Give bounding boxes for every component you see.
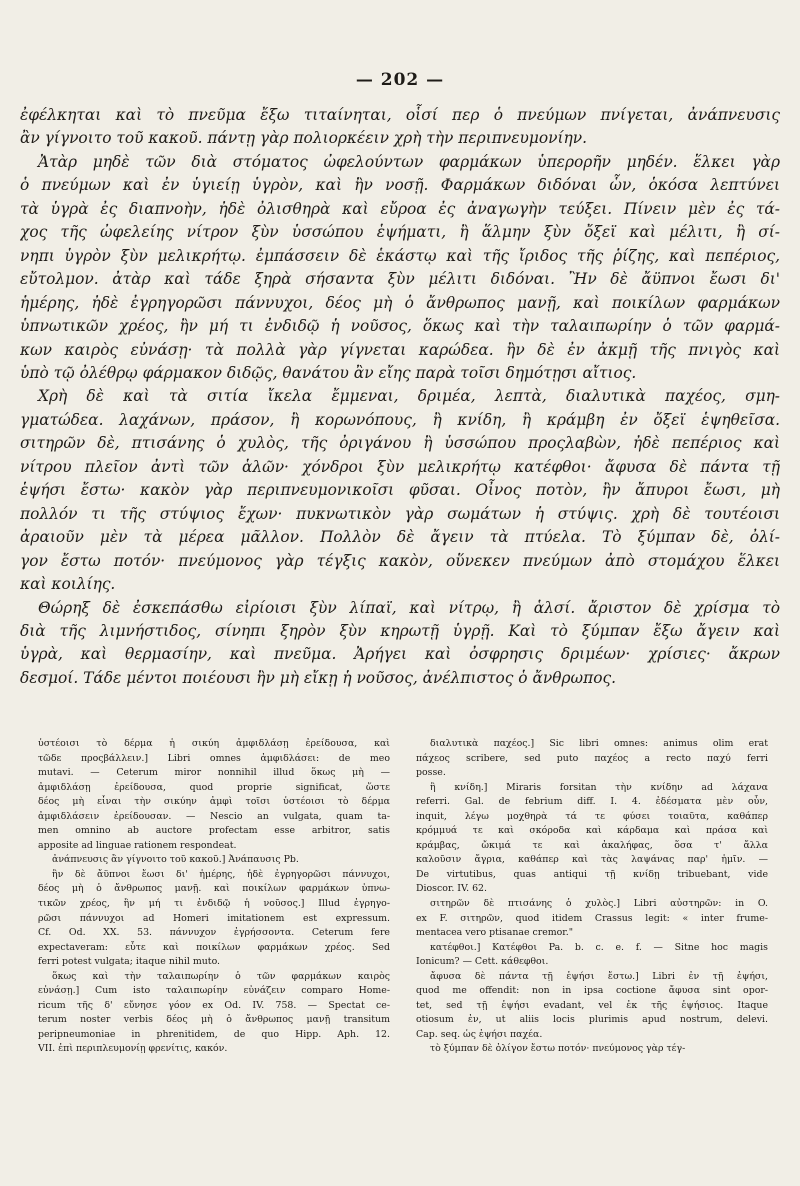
text-line: διαλυτικὰ παχέος.] Sic libri omnes: animus olim erat bbox=[430, 738, 768, 749]
text-line: ὑγρὰ, καὶ θερμασίην, καὶ πνεῦμα. Ἀρήγει καὶ ὀσφρησις δριμέων· χρίσιες· ἄκρων bbox=[20, 645, 780, 664]
text-line: διὰ τῆς λιμνήστιδος, σίνηπι ξηρὸν ξὺν κηρωτῇ ὑγρῇ. Καὶ τὸ ξύμπαν ἔξω ἄγειν καὶ bbox=[20, 621, 780, 640]
footnotes-left-column bbox=[38, 737, 390, 1057]
text-line: VII. ἐπὶ περιπλευμονίῃ φρενίτις, κακόν. bbox=[38, 1043, 228, 1055]
text-line: γματώδεα. λαχάνων, πράσον, ἢ κορωνόπους, ἢ κνίδη, ἢ κράμβη ἐν ὄξεϊ ἑψηθεῖσα. bbox=[20, 410, 780, 429]
text-line: ὑστέοισι τὸ δέρμα ἡ σικύη ἀμφιδλάσῃ ἐρείδουσα, καὶ bbox=[38, 738, 390, 749]
text-line: πολλόν τι τῆς στύψιος ἔχων· πυκνωτικὸν γὰρ σωμάτων ἡ στύψις. χρὴ δὲ τουτέοισι bbox=[20, 504, 780, 523]
text-line: ἀνάπνευσις ἂν γίγνοιτο τοῦ κακοῦ.] Ἀνάπαυσις Pb. bbox=[52, 854, 299, 866]
text-line: ricum τῆς δ' εὔνησε γόον ex Od. IV. 758. — Spectat ce- bbox=[38, 999, 390, 1011]
text-line: καλοῦσιν ἄγρια, καθάπερ καὶ τὰς λαψάνας παρ' ἡμῖν. — bbox=[416, 854, 768, 866]
text-line: ἢν δὲ ἄϋπνοι ἔωσι δι' ἡμέρης, ἠδὲ ἐγρηγορῶσι πάννυχοι, bbox=[52, 868, 390, 880]
text-line: ὑπὸ τῷ ὀλέθρῳ φάρμακον διδῷς, θανάτου ἂν εἴης παρὰ τοῖσι δημότῃσι αἴτιος. bbox=[20, 363, 637, 382]
text-line: τῶδε προςβάλλειν.] Libri omnes ἀμφιδλάσει: de meo bbox=[38, 752, 390, 764]
text-line: ex F. σιτηρῶν, quod itidem Crassus legit: « inter frume- bbox=[416, 912, 768, 924]
text-line: κράμβας, ὤκιμά τε καὶ ἀκαλήφας, ὅσα τ' ἄλλα bbox=[416, 839, 768, 851]
text-line: κων καιρὸς εὐνάσῃ· τὰ πολλὰ γὰρ γίγνεται καρώδεα. ἢν δὲ ἐν ἀκμῇ τῆς πνιγὸς καὶ bbox=[20, 340, 780, 359]
text-line: Cap. seq. ὡς ἑψήσι παχέα. bbox=[416, 1028, 543, 1040]
text-line: expectaveram: εὗτε καὶ ποικίλων φαρμάκων χρέος. Sed bbox=[38, 941, 390, 953]
text-line: κατέφθοι.] Κατέφθοι Pa. b. c. e. f. — Sitne hoc magis bbox=[430, 941, 768, 953]
text-line: ferri potest vulgata; itaque nihil muto. bbox=[38, 956, 221, 968]
text-line: χος τῆς ὠφελείης νίτρον ξὺν ὑσσώπου ἑψήματι, ἢ ἅλμην ξὺν ὄξεϊ καὶ μέλιτι, ἢ σί- bbox=[20, 223, 780, 242]
text-line: σιτηρῶν δὲ πτισάνης ὁ χυλὸς.] Libri αὐστηρῶν: in O. bbox=[430, 898, 768, 910]
text-line: ἀμφιδλάσῃ ἐρείδουσα, quod proprie significat, ὥστε bbox=[38, 781, 390, 793]
text-line: τὸ ξύμπαν δὲ ὀλίγον ἔστω ποτόν· πνεύμονος γὰρ τέγ- bbox=[430, 1043, 686, 1055]
text-line: νηπι ὑγρὸν ξὺν μελικρήτῳ. ἐμπάσσειν δὲ ἑκάστῳ καὶ τῆς ἴριδος τῆς ῥίζης, καὶ πεπέριος, bbox=[20, 246, 780, 265]
text-line: γον ἔστω ποτόν· πνεύμονος γὰρ τέγξις κακὸν, οὕνεκεν πνεύμων ἀπὸ στομάχου ἕλκει bbox=[20, 551, 780, 570]
text-line: ἢ κνίδη.] Miraris forsitan τὴν κνίδην ad λάχανα bbox=[430, 781, 768, 793]
text-line: Ἀτὰρ μηδὲ τῶν διὰ στόματος ὠφελούντων φαρμάκων ὑπερορῆν μηδέν. ἕλκει γὰρ bbox=[38, 152, 780, 171]
text-line: tet, sed τῇ ἑψήσι evadant, vel ἐκ τῆς ἑψήσιος. Itaque bbox=[416, 999, 768, 1011]
text-line: mutavi. — Ceterum miror nonnihil illud ὅκως μὴ — bbox=[38, 767, 390, 779]
text-line: ὅκως καὶ τὴν ταλαιπωρίην ὁ τῶν φαρμάκων καιρὸς bbox=[52, 970, 390, 982]
text-line: ἑψήσι ἔστω· κακὸν γὰρ περιπνευμονικοῖσι φῦσαι. Οἶνος ποτὸν, ἢν ἄπυροι ἔωσι, μὴ bbox=[20, 481, 780, 500]
text-line: referri. Gal. de febrium diff. I. 4. ἐδέσματα μὲν οὖν, bbox=[416, 796, 768, 808]
text-line: τικῶν χρέος, ἢν μή τι ἐνδιδῷ ἡ νοῦσος.] Illud ἐγρηγο- bbox=[38, 898, 390, 910]
text-line: peripneumoniae in phrenitidem, de quo Hipp. Aph. 12. bbox=[38, 1028, 390, 1040]
text-line: ἀμφιδλάσειν ἐρείδουσαν. — Nescio an vulgata, quam ta- bbox=[38, 810, 390, 822]
text-line: Cf. Od. XX. 53. πάννυχον ἐγρήσσοντα. Ceterum fere bbox=[38, 927, 390, 939]
text-line: κρόμμυά τε καὶ σκόροδα καὶ κάρδαμα καὶ πράσα καὶ bbox=[416, 825, 768, 837]
text-line: otiosum ἐν, ut aliis locis plurimis apud nostrum, delevi. bbox=[416, 1014, 768, 1026]
text-line: De virtutibus, quas antiqui τῇ κνίδῃ tribuebant, vide bbox=[416, 868, 768, 880]
text-line: ὑπνωτικῶν χρέος, ἢν μή τι ἐνδιδῷ ἡ νοῦσος, ὅκως καὶ τὴν ταλαιπωρίην ὁ τῶν φαρμά- bbox=[20, 317, 780, 336]
main-greek-text bbox=[20, 104, 780, 690]
text-line: Ionicum? — Cett. κάθεφθοι. bbox=[416, 956, 549, 968]
text-line: σιτηρῶν δὲ, πτισάνης ὁ χυλὸς, τῆς ὀριγάνου ἢ ὑσσώπου προςλαβὼν, ἠδὲ πεπέριος καὶ bbox=[20, 434, 780, 453]
text-line: ρῶσι πάννυχοι ad Homeri imitationem est expressum. bbox=[38, 912, 390, 924]
text-line: καὶ κοιλίης. bbox=[20, 575, 116, 594]
text-line: inquit, λέγω μοχθηρὰ τά τε φύσει τοιαῦτα, καθάπερ bbox=[416, 810, 768, 822]
text-line: ἀραιοῦν μὲν τὰ μέρεα μᾶλλον. Πολλὸν δὲ ἄγειν τὰ πτύελα. Τὸ ξύμπαν δὲ, ὀλί- bbox=[20, 528, 780, 547]
text-line: πάχεος scribere, sed puto παχέος a recto παχύ ferri bbox=[416, 752, 768, 764]
text-line: posse. bbox=[416, 767, 446, 779]
text-line: apposite ad linguae rationem respondeat. bbox=[38, 839, 237, 851]
text-line: ἡμέρης, ἠδὲ ἐγρηγορῶσι πάννυχοι, δέος μὴ ὁ ἄνθρωπος μανῇ, καὶ ποικίλων φαρμάκων bbox=[20, 293, 780, 312]
text-line: τὰ ὑγρὰ ἐς διαπνοὴν, ἠδὲ ὀλισθηρὰ καὶ εὔροα ἐς ἀναγωγὴν τεύξει. Πίνειν μὲν ἐς τά- bbox=[20, 199, 780, 218]
text-line: ἐφέλκηται καὶ τὸ πνεῦμα ἔξω τιταίνηται, οἷσί περ ὁ πνεύμων πνίγεται, ἀνάπνευσις bbox=[20, 106, 780, 124]
text-line: δέος μὴ εἶναι τὴν σικύην ἀμφὶ τοῖσι ὑστέοισι τὸ δέρμα bbox=[38, 796, 390, 808]
page-number: — 202 — bbox=[355, 70, 445, 90]
text-line: νίτρου πλεῖον ἀντὶ τῶν ἁλῶν· χόνδροι ξὺν μελικρήτῳ κατέφθοι· ἄφυσα δὲ πάντα τῇ bbox=[20, 457, 780, 476]
text-line: εὔτολμον. ἀτὰρ καὶ τάδε ξηρὰ σήσαντα ξὺν μέλιτι διδόναι. Ἢν δὲ ἄϋπνοι ἔωσι δι' bbox=[20, 270, 780, 289]
text-line: Θώρηξ δὲ ἐσκεπάσθω εἰρίοισι ξὺν λίπαϊ, καὶ νίτρῳ, ἢ ἁλσί. ἄριστον δὲ χρίσμα τὸ bbox=[38, 598, 780, 617]
text-line: quod me offendit: non in ipsa coctione ἄφυσα sint opor- bbox=[416, 985, 768, 997]
text-line: δεσμοί. Τάδε μέντοι ποιέουσι ἢν μὴ εἴκῃ ἡ νοῦσος, ἀνέλπιστος ὁ ἄνθρωπος. bbox=[20, 668, 616, 687]
text-line: ὁ πνεύμων καὶ ἐν ὑγιείῃ ὑγρὸν, καὶ ἢν νοσῇ. Φαρμάκων διδόναι ὧν, ὁκόσα λεπτύνει bbox=[20, 176, 780, 195]
text-line: Χρὴ δὲ καὶ τὰ σιτία ἴκελα ἔμμεναι, δριμέα, λεπτὰ, διαλυτικὰ παχέος, σμη- bbox=[38, 387, 780, 406]
text-line: Dioscor. IV. 62. bbox=[416, 883, 487, 895]
text-line: terum noster verbis δέος μὴ ὁ ἄνθρωπος μανῇ transitum bbox=[38, 1014, 390, 1026]
text-line: ἄφυσα δὲ πάντα τῇ ἑψήσι ἔστω.] Libri ἐν τῇ ἑψήσι, bbox=[430, 970, 768, 982]
text-line: εὐνάσῃ.] Cum isto ταλαιπωρίην εὐνάζειν comparo Home- bbox=[38, 985, 390, 997]
text-line: mentacea vero ptisanae cremor." bbox=[416, 927, 574, 939]
footnotes-right-column bbox=[416, 737, 768, 1057]
text-line: δέος μὴ ὁ ἄνθρωπος μανῇ. καὶ ποικίλων φαρμάκων ὑπνω- bbox=[38, 883, 390, 895]
text-line: ἂν γίγνοιτο τοῦ κακοῦ. πάντῃ γὰρ πολιορκέειν χρὴ τὴν περιπνευμονίην. bbox=[20, 129, 587, 148]
text-line: men omnino ab auctore profectam esse arbitror, satis bbox=[38, 825, 390, 837]
